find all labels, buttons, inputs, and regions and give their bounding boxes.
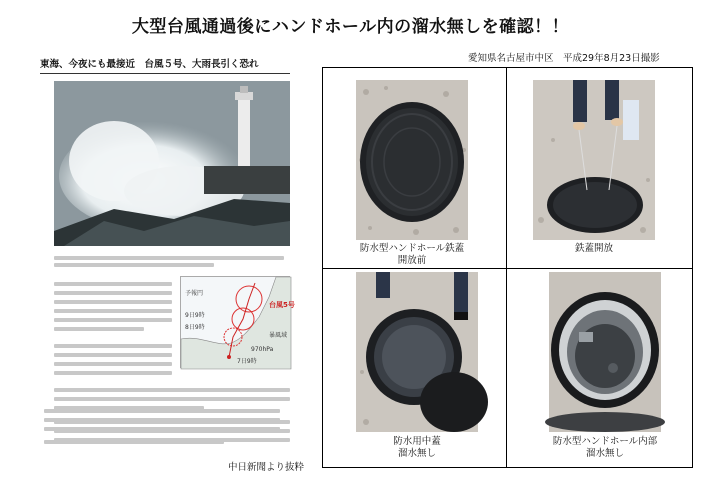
photo-caption-2: [533, 243, 655, 255]
clipping-photo-caption-lines: [54, 256, 290, 267]
photo-lid-opening: [533, 80, 655, 240]
map-label-position: 7日9時: [237, 358, 257, 365]
typhoon-route-map: [180, 276, 295, 368]
photo-caption-4: [549, 436, 661, 460]
page-title: 大型台風通過後にハンドホール内の溜水無しを確認！！: [131, 17, 570, 37]
photo-caption-3-line2: 溜水無し: [397, 448, 436, 459]
map-label-storm-area: 暴風域: [269, 332, 288, 339]
map-label-9th: 9日9時: [185, 312, 205, 319]
clipping-headline: 東海、今夜にも最接近 台風５号、大雨長引く恐れ: [40, 56, 290, 74]
clipping-photo-waves: [54, 81, 290, 246]
location-date: 愛知県名古屋市中区 平成29年8月23日撮影: [468, 53, 660, 64]
map-label-8th: 8日9時: [185, 324, 205, 331]
photo-caption-4-line1: 防水型ハンドホール内部: [552, 436, 658, 447]
photo-closed-iron-lid: [356, 80, 468, 240]
photo-caption-3: [356, 436, 478, 460]
map-label-forecast: 予報円: [185, 290, 204, 297]
photo-caption-3-line1: 防水用中蓋: [393, 436, 441, 447]
photo-caption-1-line2: 開放前: [397, 255, 427, 266]
map-label-pressure: 970hPa: [251, 346, 274, 353]
photo-caption-4-line2: 溜水無し: [585, 448, 624, 459]
map-label-typhoon: 台風5号: [269, 301, 295, 309]
grid-divider-horizontal: [322, 268, 693, 269]
photo-caption-1: [356, 243, 468, 267]
photo-caption-1-line1: 防水型ハンドホール鉄蓋: [359, 243, 465, 254]
newspaper-clipping: [32, 48, 298, 448]
photo-caption-2-line1: 鉄蓋開放: [574, 243, 613, 254]
newspaper-credit: 中日新聞より抜粋: [228, 462, 305, 473]
photo-inner-waterproof-lid: [356, 272, 478, 432]
photo-handhole-interior: [549, 272, 661, 432]
